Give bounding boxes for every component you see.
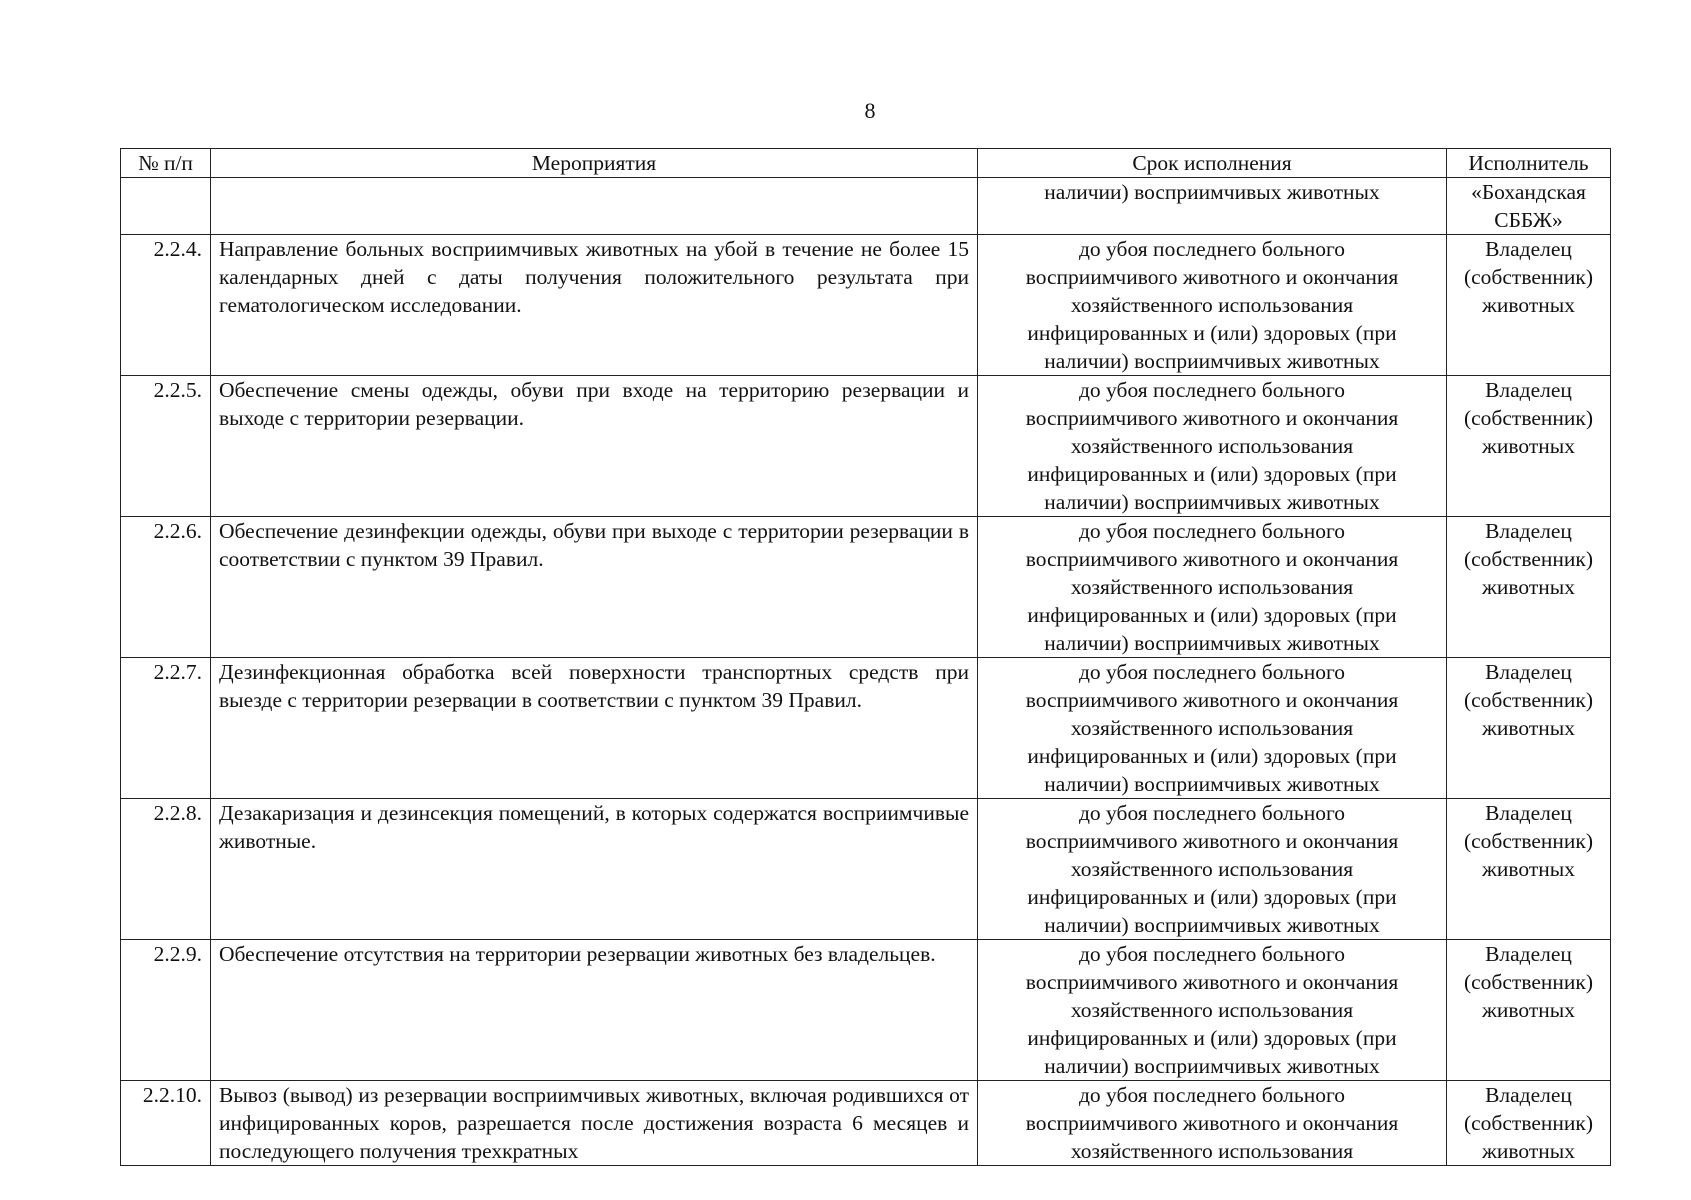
row-activity: Направление больных восприимчивых животных на убой в течение не более 15 календарных дней с даты получения положительного результата при гематологическом исследовании. bbox=[211, 235, 978, 376]
row-term: до убоя последнего больного восприимчивого животного и окончания хозяйственного использования инфицированных и (или) здоровых (при наличии) восприимчивых животных bbox=[978, 376, 1447, 517]
row-activity: Обеспечение дезинфекции одежды, обуви при выходе с территории резервации в соответствии с пунктом 39 Правил. bbox=[211, 517, 978, 658]
table-row bbox=[121, 235, 1611, 376]
row-activity: Обеспечение отсутствия на территории резервации животных без владельцев. bbox=[211, 940, 978, 1081]
row-activity bbox=[211, 178, 978, 235]
table-row bbox=[121, 517, 1611, 658]
row-term: до убоя последнего больного восприимчивого животного и окончания хозяйственного использования инфицированных и (или) здоровых (при наличии) восприимчивых животных bbox=[978, 517, 1447, 658]
table-row bbox=[121, 658, 1611, 799]
row-num: 2.2.8. bbox=[121, 799, 211, 940]
row-term: наличии) восприимчивых животных bbox=[978, 178, 1447, 235]
row-term: до убоя последнего больного восприимчивого животного и окончания хозяйственного использования bbox=[978, 1081, 1447, 1166]
row-executor: «Бохандская СББЖ» bbox=[1447, 178, 1611, 235]
table-header-row bbox=[121, 149, 1611, 178]
row-term: до убоя последнего больного восприимчивого животного и окончания хозяйственного использования инфицированных и (или) здоровых (при наличии) восприимчивых животных bbox=[978, 940, 1447, 1081]
row-executor: Владелец (собственник) животных bbox=[1447, 235, 1611, 376]
header-num: № п/п bbox=[121, 149, 211, 178]
table-row-continuation bbox=[121, 178, 1611, 235]
row-executor: Владелец (собственник) животных bbox=[1447, 517, 1611, 658]
header-activity: Мероприятия bbox=[211, 149, 978, 178]
row-num: 2.2.10. bbox=[121, 1081, 211, 1166]
header-term: Срок исполнения bbox=[978, 149, 1447, 178]
row-term: до убоя последнего больного восприимчивого животного и окончания хозяйственного использования инфицированных и (или) здоровых (при наличии) восприимчивых животных bbox=[978, 658, 1447, 799]
row-num: 2.2.4. bbox=[121, 235, 211, 376]
row-activity: Дезинфекционная обработка всей поверхности транспортных средств при выезде с территории резервации в соответствии с пунктом 39 Правил. bbox=[211, 658, 978, 799]
table-row bbox=[121, 1081, 1611, 1166]
row-num bbox=[121, 178, 211, 235]
row-num: 2.2.7. bbox=[121, 658, 211, 799]
row-activity: Дезакаризация и дезинсекция помещений, в которых содержатся восприимчивые животные. bbox=[211, 799, 978, 940]
row-term: до убоя последнего больного восприимчивого животного и окончания хозяйственного использования инфицированных и (или) здоровых (при наличии) восприимчивых животных bbox=[978, 235, 1447, 376]
row-activity: Вывоз (вывод) из резервации восприимчивых животных, включая родившихся от инфицированных коров, разрешается после достижения возраста 6 месяцев и последующего получения трехкратных bbox=[211, 1081, 978, 1166]
measures-table bbox=[120, 148, 1611, 1166]
table-row bbox=[121, 940, 1611, 1081]
row-num: 2.2.6. bbox=[121, 517, 211, 658]
table-row bbox=[121, 376, 1611, 517]
row-activity: Обеспечение смены одежды, обуви при входе на территорию резервации и выходе с территории резервации. bbox=[211, 376, 978, 517]
row-executor: Владелец (собственник) животных bbox=[1447, 940, 1611, 1081]
row-executor: Владелец (собственник) животных bbox=[1447, 1081, 1611, 1166]
row-num: 2.2.5. bbox=[121, 376, 211, 517]
row-executor: Владелец (собственник) животных bbox=[1447, 658, 1611, 799]
row-executor: Владелец (собственник) животных bbox=[1447, 376, 1611, 517]
row-num: 2.2.9. bbox=[121, 940, 211, 1081]
row-term: до убоя последнего больного восприимчивого животного и окончания хозяйственного использования инфицированных и (или) здоровых (при наличии) восприимчивых животных bbox=[978, 799, 1447, 940]
page-number: 8 bbox=[864, 98, 876, 123]
header-executor: Исполнитель bbox=[1447, 149, 1611, 178]
row-executor: Владелец (собственник) животных bbox=[1447, 799, 1611, 940]
table-row bbox=[121, 799, 1611, 940]
